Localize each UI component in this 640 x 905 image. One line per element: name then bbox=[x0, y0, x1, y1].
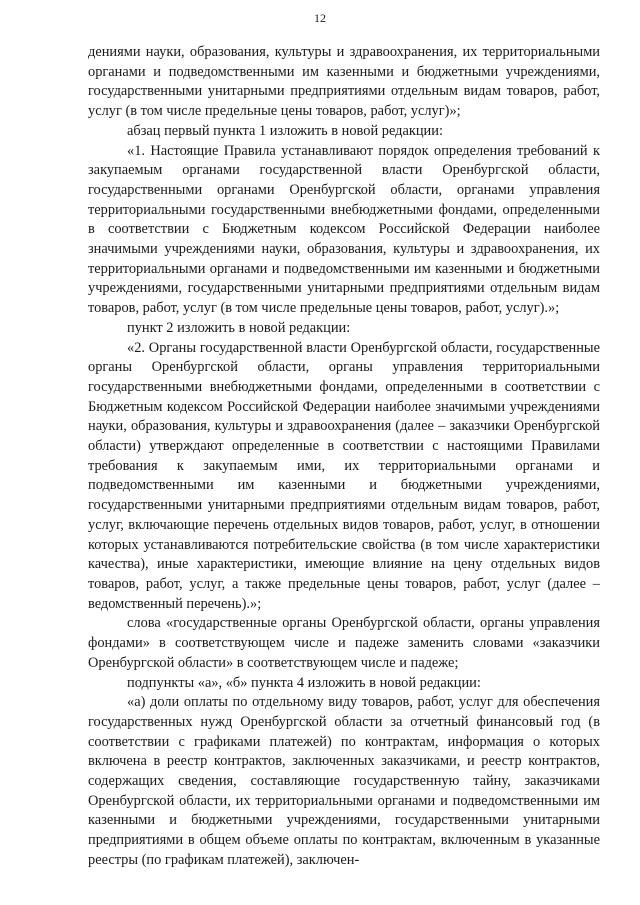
paragraph: «а) доли оплаты по отдельному виду товаров, работ, услуг для обеспечения государственных нужд Оренбургской области за отчетный финансовый год (в соответствии с графиками платежей) по контрактам, информация о которых включена в реестр контрактов, заключенных заказчиками, и реестр контрактов, содержащих сведения, составляющие государственную тайну, заказчиками Оренбургской области, их территориальными органами и подведомственными им казенными и бюджетными учреждениями, государственными унитарными предприятиями в общем объеме оплаты по контрактам, включенным в указанные реестры (по графикам платежей), заключен- bbox=[88, 694, 600, 868]
document-body bbox=[88, 43, 600, 871]
page-number: 12 bbox=[314, 11, 326, 25]
paragraph: подпункты «а», «б» пункта 4 изложить в новой редакции: bbox=[127, 674, 481, 691]
paragraph: дениями науки, образования, культуры и здравоохранения, их территориальными органами и подведомственными им казенными и бюджетными учреждениями, государственными унитарными предприятиями отдельным видам товаров, работ, услуг (в том числе предельные цены товаров, работ, услуг)»; bbox=[88, 44, 600, 120]
paragraph: «1. Настоящие Правила устанавливают порядок определения требований к закупаемым органами государственной власти Оренбургской области, государственными органами Оренбургской области, органами управления территориальными государственными внебюджетными фондами, определенными в соответствии с Бюджетным кодексом Российской Федерации наиболее значимыми учреждениями науки, образования, культуры и здравоохранения, их территориальными органами и подведомственными им казенными и бюджетными учреждениями, государственными унитарными предприятиями отдельным видам товаров, работ, услуг (в том числе предельные цены товаров, работ, услуг).»; bbox=[88, 142, 600, 317]
paragraph: «2. Органы государственной власти Оренбургской области, государственные органы Оренбургской области, органы управления территориальными государственными внебюджетными фондами, определенными в соответствии с Бюджетным кодексом Российской Федерации наиболее значимыми учреждениями науки, образования, культуры и здравоохранения (далее – заказчики Оренбургской области) утверждают определенные в соответствии с настоящими Правилами требования к закупаемым ими, их территориальными органами и подведомственными им казенными и бюджетными учреждениями, государственными унитарными предприятиями отдельным видам товаров, работ, услуг, включающие перечень отдельных видов товаров, работ, услуг, в отношении которых устанавливаются потребительские свойства (в том числе характеристики качества), иные характеристики, имеющие влияние на цену отдельных видов товаров, работ, услуг, а также предельные цены товаров, работ, услуг (далее – ведомственный перечень).»; bbox=[88, 339, 600, 612]
paragraph: абзац первый пункта 1 изложить в новой редакции: bbox=[127, 122, 443, 139]
paragraph: слова «государственные органы Оренбургской области, органы управления фондами» в соответствующем числе и падеже заменить словами «заказчики Оренбургской области» в соответствующем числе и падеже; bbox=[88, 615, 600, 671]
paragraph: пункт 2 изложить в новой редакции: bbox=[127, 319, 351, 336]
